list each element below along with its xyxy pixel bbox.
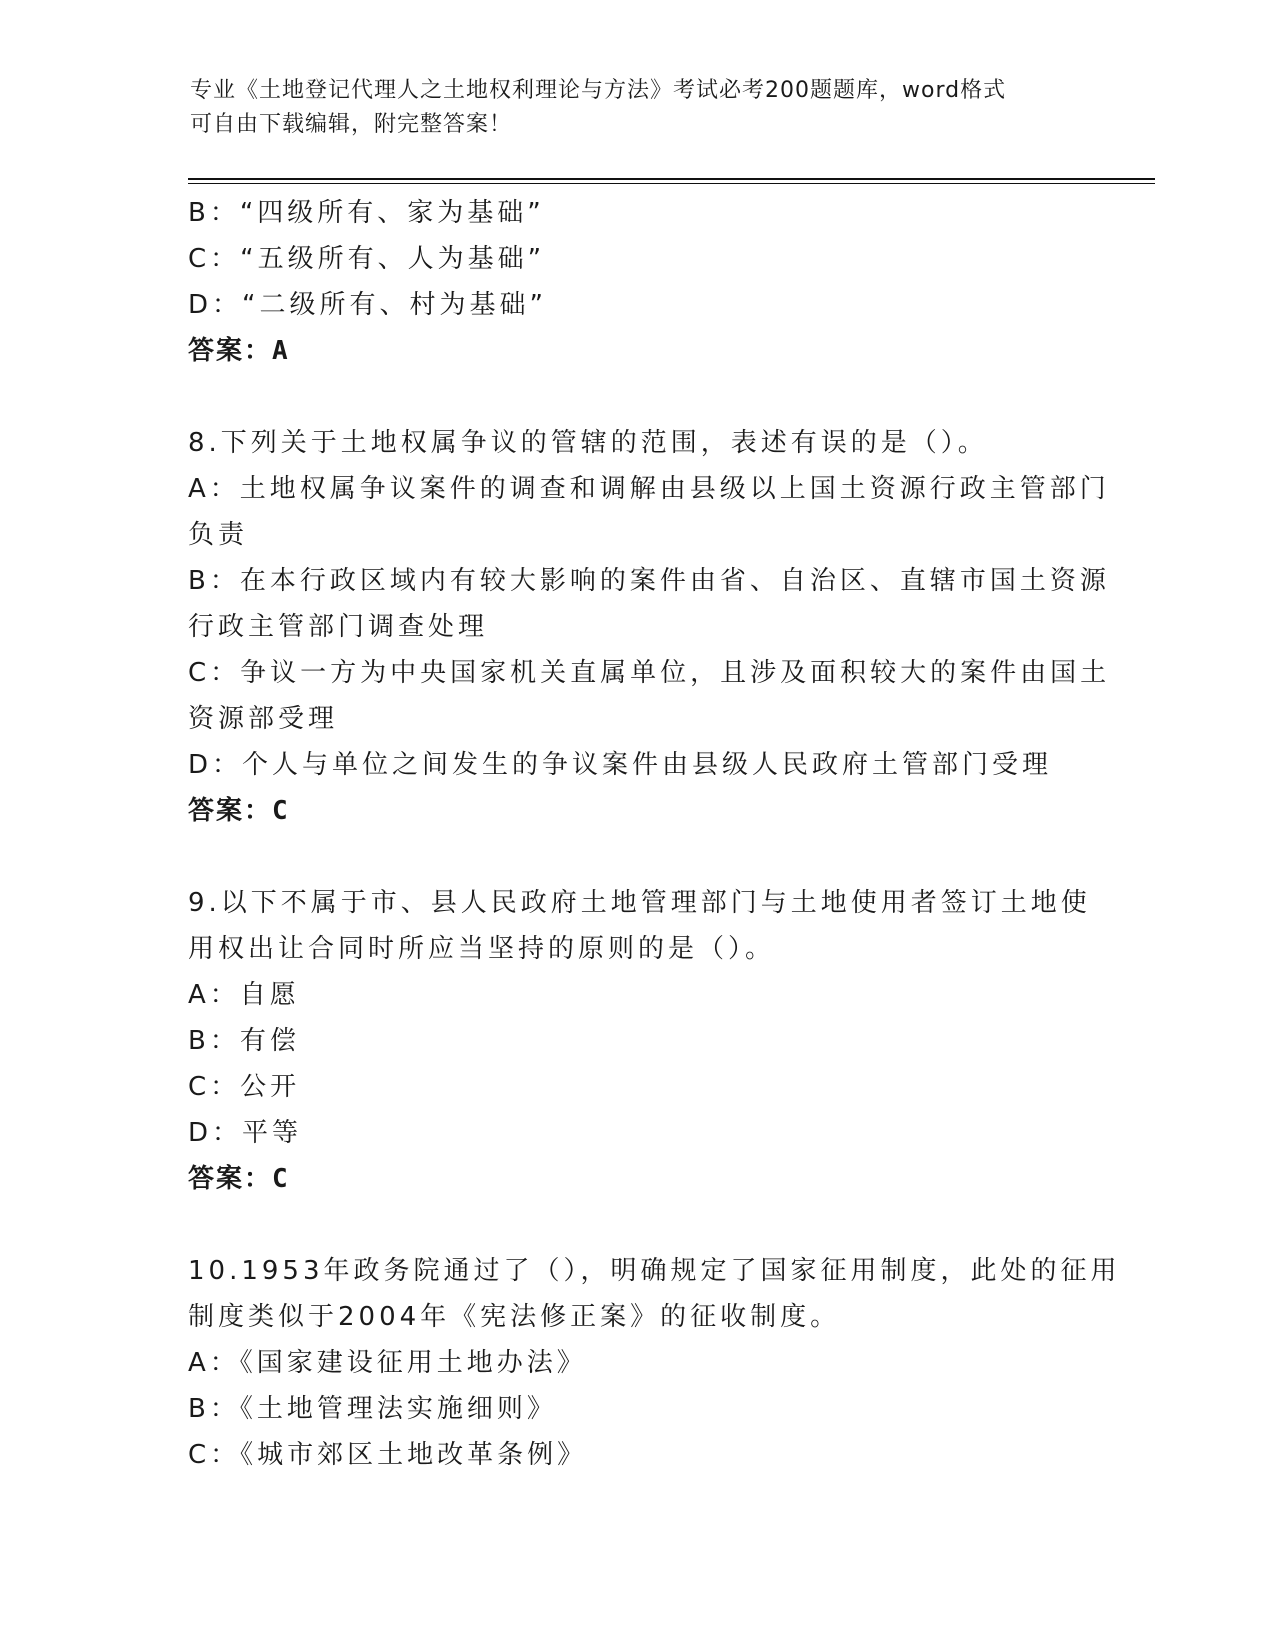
- question-9: [188, 880, 1091, 1202]
- q8-answer: 答案：C: [188, 796, 290, 826]
- q9-stem: 9.以下不属于市、县人民政府土地管理部门与土地使用者签订土地使: [188, 888, 1091, 918]
- q9-option-b: B：有偿: [188, 1026, 300, 1056]
- q9-option-a: A：自愿: [188, 980, 300, 1010]
- question-7: [188, 190, 1088, 374]
- q9-option-d: D：平等: [188, 1118, 303, 1148]
- header-divider-thin: [188, 183, 1155, 184]
- q10-option-c: C：《城市郊区土地改革条例》: [188, 1440, 588, 1470]
- question-content: [188, 190, 1121, 1478]
- q7-option-b: B：“四级所有、家为基础”: [188, 198, 545, 228]
- q8-option-a-cont: 负责: [188, 520, 249, 550]
- q7-option-d: D：“二级所有、村为基础”: [188, 290, 547, 320]
- q9-stem-cont: 用权出让合同时所应当坚持的原则的是（）。: [188, 934, 776, 964]
- q9-option-c: C：公开: [188, 1072, 301, 1102]
- q8-option-c: C：争议一方为中央国家机关直属单位，且涉及面积较大的案件由国土: [188, 658, 1111, 688]
- q7-answer: 答案：A: [188, 336, 290, 366]
- q8-option-b: B：在本行政区域内有较大影响的案件由省、自治区、直辖市国土资源: [188, 566, 1110, 596]
- q8-option-d: D：个人与单位之间发生的争议案件由县级人民政府土管部门受理: [188, 750, 1053, 780]
- header-line-1: 专业《土地登记代理人之土地权利理论与方法》考试必考200题题库，word格式: [190, 78, 1007, 103]
- header-line-2: 可自由下载编辑，附完整答案！: [190, 112, 513, 137]
- q10-option-a: A：《国家建设征用土地办法》: [188, 1348, 587, 1378]
- page-header: [190, 74, 1090, 142]
- q8-option-b-cont: 行政主管部门调查处理: [188, 612, 489, 642]
- q10-stem-cont: 制度类似于2004年《宪法修正案》的征收制度。: [188, 1302, 841, 1332]
- q10-option-b: B：《土地管理法实施细则》: [188, 1394, 557, 1424]
- q8-stem: 8.下列关于土地权属争议的管辖的范围，表述有误的是（）。: [188, 428, 988, 458]
- q8-option-a: A：土地权属争议案件的调查和调解由县级以上国土资源行政主管部门: [188, 474, 1110, 504]
- q10-stem: 10.1953年政务院通过了（），明确规定了国家征用制度，此处的征用: [188, 1256, 1121, 1286]
- q9-answer: 答案：C: [188, 1164, 290, 1194]
- header-divider: [188, 178, 1155, 180]
- q8-option-c-cont: 资源部受理: [188, 704, 339, 734]
- q7-option-c: C：“五级所有、人为基础”: [188, 244, 546, 274]
- question-10: [188, 1248, 1121, 1478]
- question-8: [188, 420, 1111, 834]
